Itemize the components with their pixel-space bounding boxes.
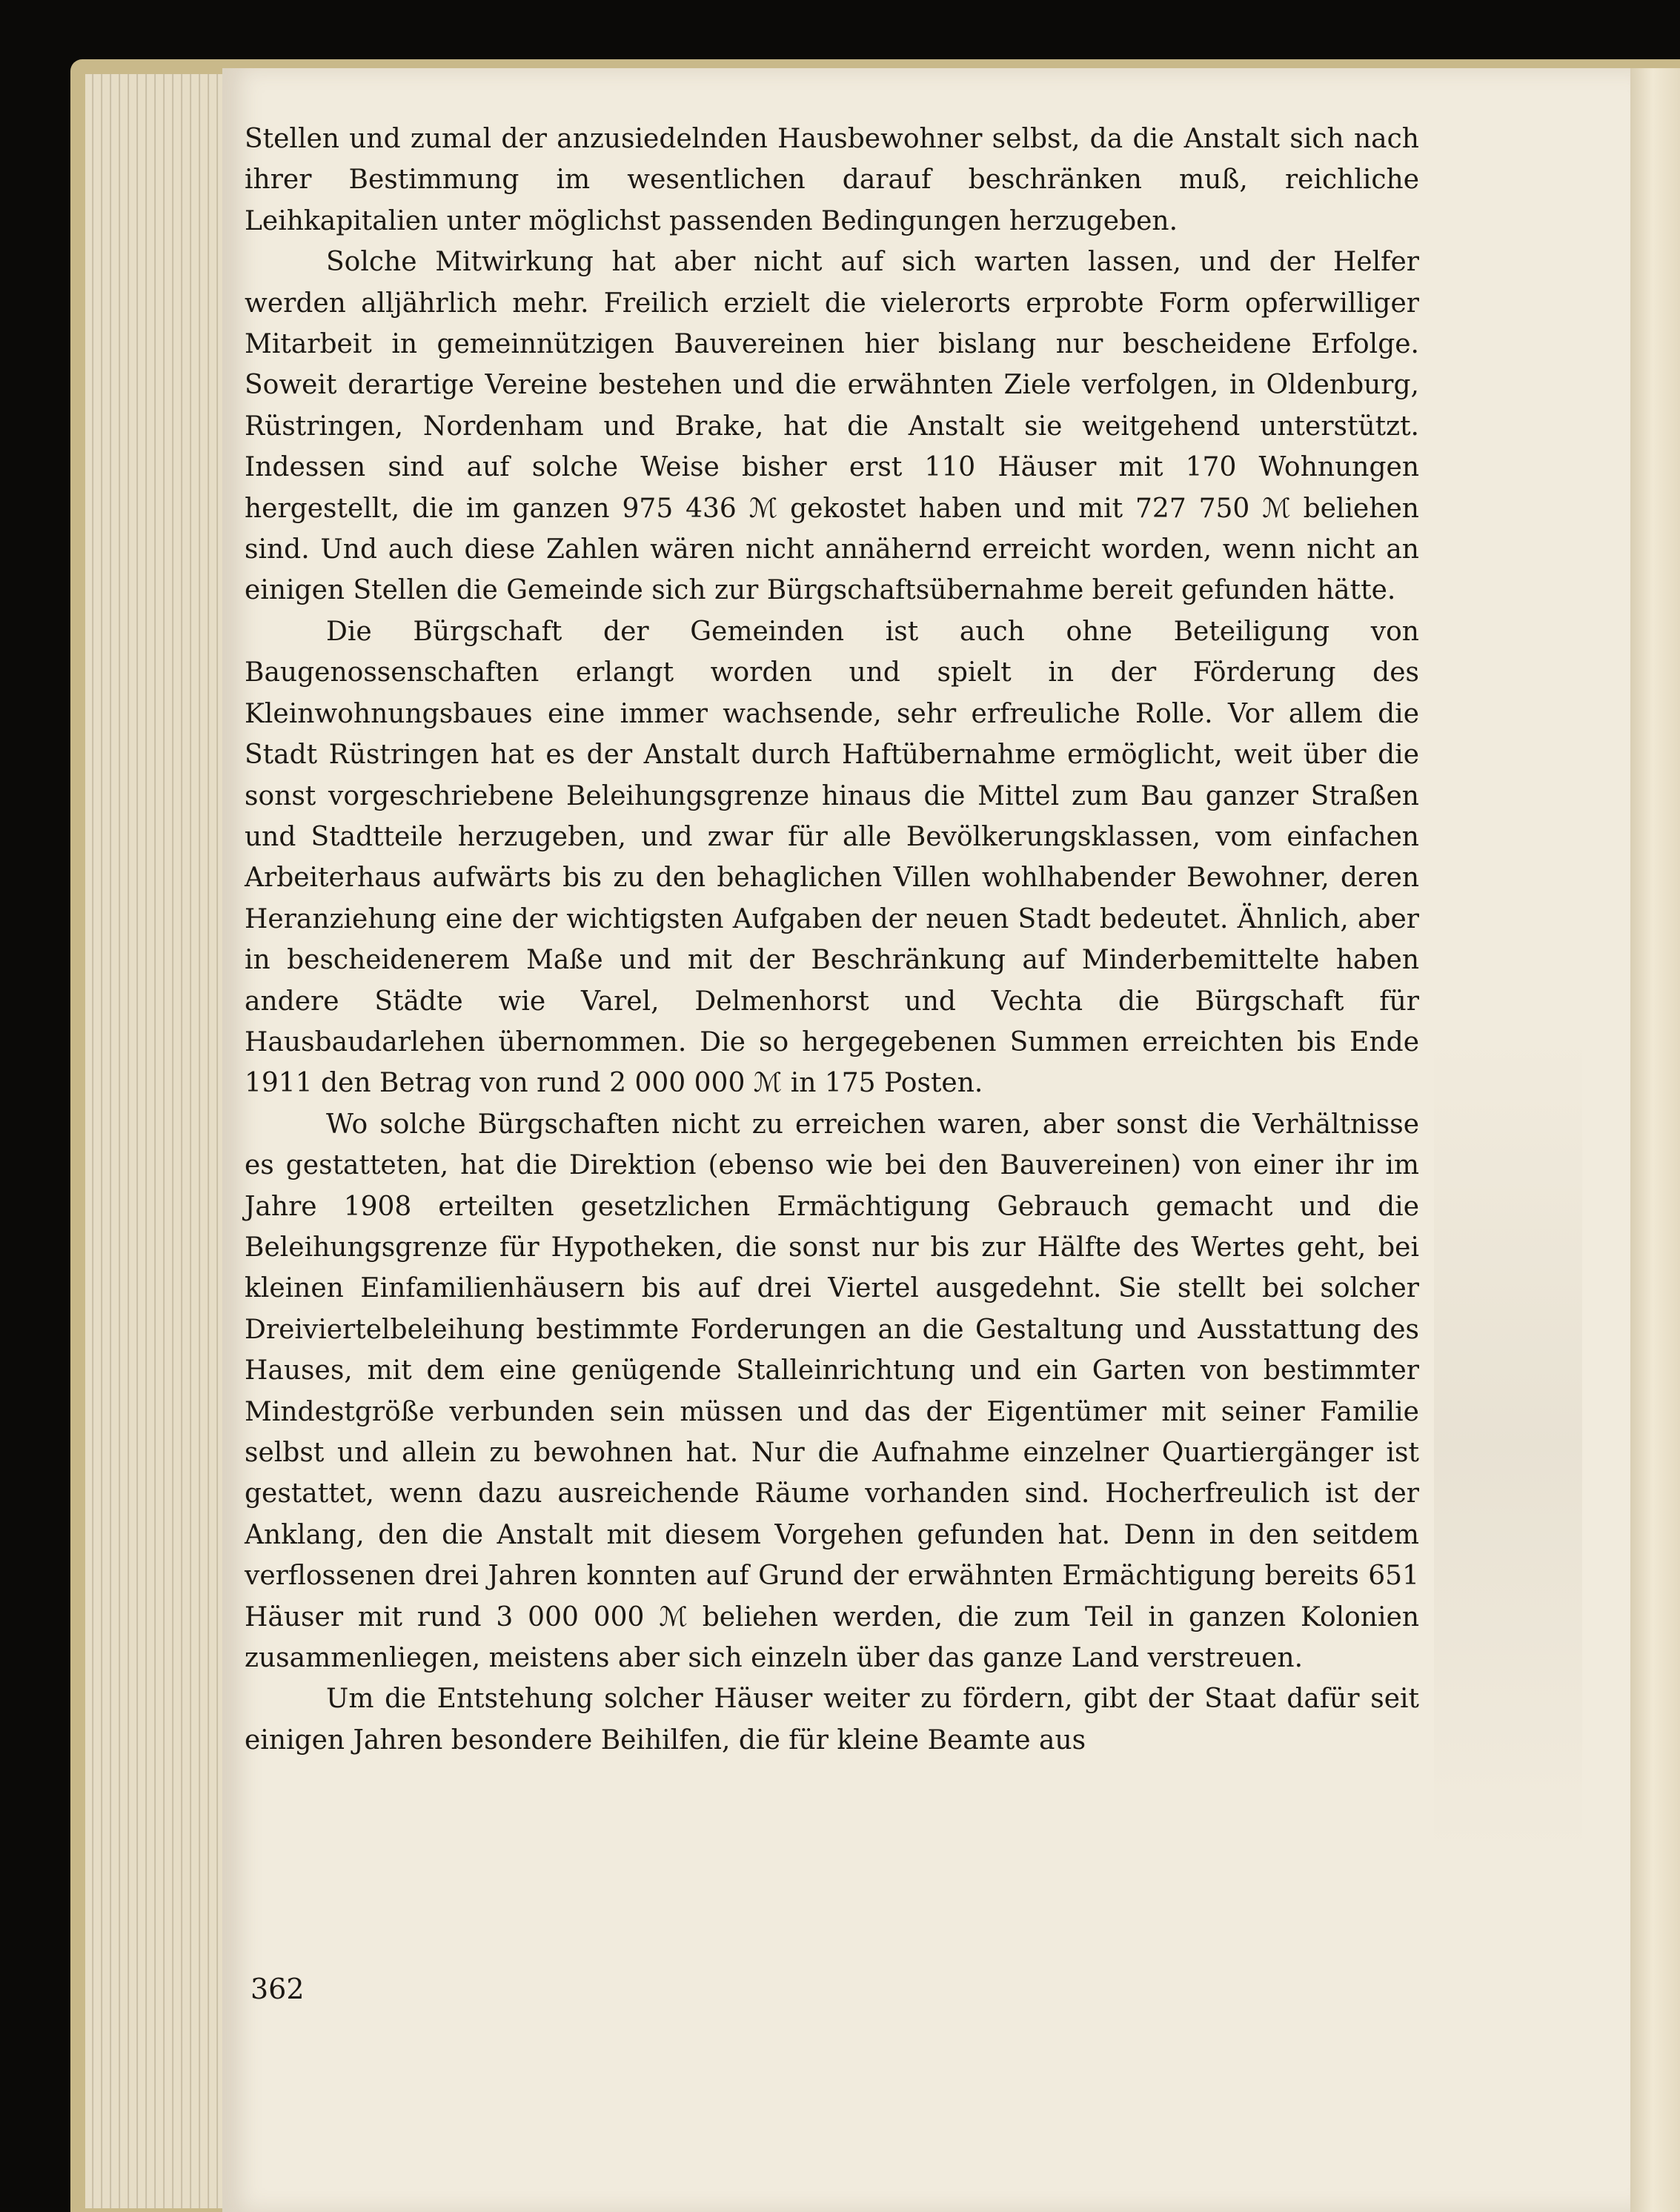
paragraph-1: Stellen und zumal der anzusiedelnden Hausbewohner selbst, da die Anstalt sich nach ihrer Bestimmung im wesentlichen darauf beschränken muß, reichliche Leihkapitalien unter möglichst passenden Bedingungen herzugeben. [245,124,1419,236]
paragraph-4: Wo solche Bürgschaften nicht zu erreichen waren, aber sonst die Verhältnisse es gestatteten, hat die Direktion (ebenso wie bei den Bauvereinen) von einer ihr im Jahre 1908 erteilten gesetzlichen Ermächtigung Gebrauch gemacht und die Beleihungsgrenze für Hypotheken, die sonst nur bis zur Hälfte des Wertes geht, bei kleinen Einfamilienhäusern bis auf drei Viertel ausgedehnt. Sie stellt bei solcher Dreiviertelbeleihung bestimmte Forderungen an die Gestaltung und Ausstattung des Hauses, mit dem eine genügende Stalleinrichtung und ein Garten von bestimmter Mindestgröße verbunden sein müssen und das der Eigentümer mit seiner Familie selbst und allein zu bewohnen hat. Nur die Aufnahme einzelner Quartiergänger ist gestattet, wenn dazu ausreichende Räume vorhanden sind. Hocherfreulich ist der Anklang, den die Anstalt mit diesem Vorgehen gefunden hat. Denn in den seitdem verflossenen drei Jahren konnten auf Grund der erwähnten Ermächtigung bereits 651 Häuser mit rund 3 000 000 ℳ beliehen werden, die zum Teil in ganzen Kolonien zusammenliegen, meistens aber sich einzeln über das ganze Land verstreuen. [245,1109,1419,1674]
body-text [245,119,1419,1761]
paragraph-5: Um die Entstehung solcher Häuser weiter zu fördern, gibt der Staat dafür seit einigen Jahren besondere Beihilfen, die für kleine Beamte aus [245,1684,1419,1756]
facing-page-edge [1630,68,1680,2212]
paragraph-2: Solche Mitwirkung hat aber nicht auf sich warten lassen, und der Helfer werden alljährlich mehr. Freilich erzielt die vielerorts erprobte Form opferwilliger Mitarbeit in gemeinnützigen Bauvereinen hier bislang nur bescheidene Erfolge. Soweit derartige Vereine bestehen und die erwähnten Ziele verfolgen, in Oldenburg, Rüstringen, Nordenham und Brake, hat die Anstalt sie weitgehend unterstützt. Indessen sind auf solche Weise bisher erst 110 Häuser mit 170 Wohnungen hergestellt, die im ganzen 975 436 ℳ gekostet haben und mit 727 750 ℳ beliehen sind. Und auch diese Zahlen wären nicht annähernd erreicht worden, wenn nicht an einigen Stellen die Gemeinde sich zur Bürgschaftsübernahme bereit gefunden hätte. [245,247,1419,606]
page-number: 362 [250,1973,305,2005]
page-edges [85,74,226,2208]
show-through [1434,1037,1582,1853]
paragraph-3: Die Bürgschaft der Gemeinden ist auch ohne Beteiligung von Baugenossenschaften erlangt worden und spielt in der Förderung des Kleinwohnungsbaues eine immer wachsende, sehr erfreuliche Rolle. Vor allem die Stadt Rüstringen hat es der Anstalt durch Haftübernahme ermöglicht, weit über die sonst vorgeschriebene Beleihungsgrenze hinaus die Mittel zum Bau ganzer Straßen und Stadtteile herzugeben, und zwar für alle Bevölkerungsklassen, vom einfachen Arbeiterhaus aufwärts bis zu den behaglichen Villen wohlhabender Bewohner, deren Heranziehung eine der wichtigsten Aufgaben der neuen Stadt bedeutet. Ähnlich, aber in bescheidenerem Maße und mit der Beschränkung auf Minderbemittelte haben andere Städte wie Varel, Delmenhorst und Vechta die Bürgschaft für Hausbaudarlehen übernommen. Die so hergegebenen Summen erreichten bis Ende 1911 den Betrag von rund 2 000 000 ℳ in 175 Posten. [245,616,1419,1099]
